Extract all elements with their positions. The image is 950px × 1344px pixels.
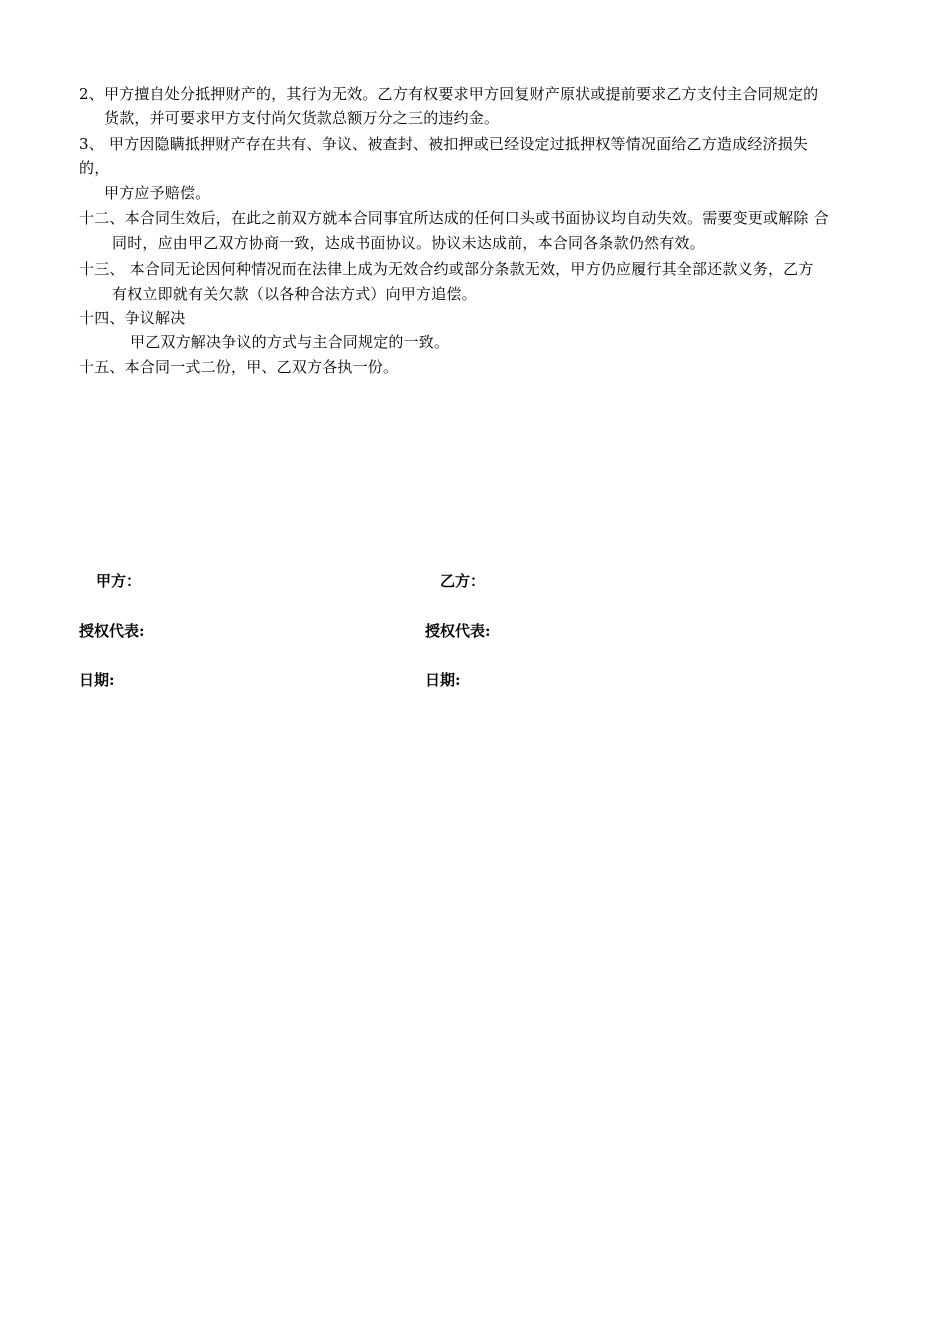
clause-12-line-2: 同时，应由甲乙双方协商一致，达成书面协议。协议未达成前，本合同各条款仍然有效。: [112, 234, 705, 252]
party-b-representative-label: 授权代表:: [425, 622, 491, 640]
clause-3-line-3: 甲方应予赔偿。: [104, 184, 211, 202]
party-b-label: 乙方：: [440, 572, 486, 590]
party-a-label: 甲方：: [96, 572, 142, 590]
clause-14-body: 甲乙双方解决争议的方式与主合同规定的一致。: [130, 333, 450, 351]
clause-13-line-2: 有权立即就有关欠款（以各种合法方式）向甲方追偿。: [112, 285, 477, 303]
clause-14-title: 十四、争议解决: [79, 309, 186, 327]
clause-2-line-1: 2、甲方擅自处分抵押财产的，其行为无效。乙方有权要求甲方回复财产原状或提前要求乙方支付主合同规定的: [79, 85, 819, 103]
clause-12-line-1: 十二、本合同生效后，在此之前双方就本合同事宜所达成的任何口头或书面协议均自动失效。需要变更或解除 合: [79, 209, 829, 227]
party-b-date-label: 日期:: [425, 671, 461, 689]
clause-13-line-1: 十三、 本合同无论因何种情况而在法律上成为无效合约或部分条款无效，甲方仍应履行其全部还款义务，乙方: [79, 260, 814, 278]
clause-3-line-2: 的，: [79, 159, 110, 177]
clause-2-line-2: 货款，并可要求甲方支付尚欠货款总额万分之三的违约金。: [104, 109, 500, 127]
party-a-representative-label: 授权代表:: [79, 622, 145, 640]
clause-3-line-1: 3、 甲方因隐瞒抵押财产存在共有、争议、被查封、被扣押或已经设定过抵押权等情况面给乙方造成经济损失: [79, 135, 809, 153]
clause-15: 十五、本合同一式二份，甲、乙双方各执一份。: [79, 358, 399, 376]
party-a-date-label: 日期:: [79, 671, 115, 689]
